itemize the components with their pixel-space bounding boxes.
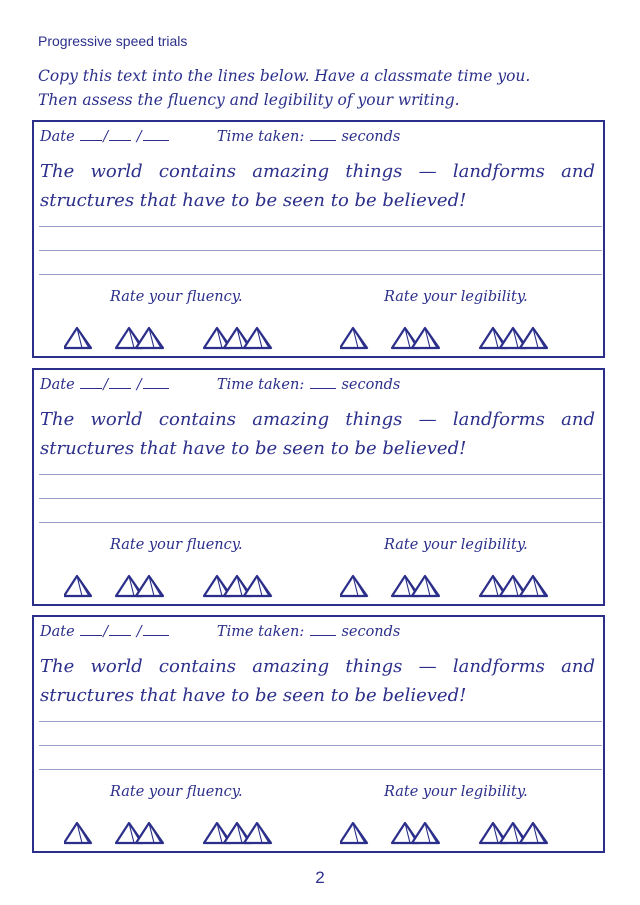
rate-legibility-label: Rate your legibility. [384, 289, 528, 305]
rating-option-3[interactable] [480, 328, 547, 348]
model-text: The world contains amazing things — landforms and structures that have to be seen to be believed! [40, 161, 595, 211]
rating-option-2[interactable] [392, 328, 439, 348]
writing-line[interactable] [39, 274, 602, 275]
rating-peak-icon [136, 328, 163, 348]
date-label: Date [40, 624, 75, 640]
writing-line[interactable] [39, 250, 602, 251]
fluency-rating [64, 817, 304, 849]
rating-peak-icon [244, 328, 271, 348]
time-blank[interactable] [310, 128, 336, 141]
rating-peak-icon [244, 576, 271, 596]
seconds-label: seconds [341, 129, 401, 145]
seconds-label: seconds [341, 377, 401, 393]
rating-peak-icon [244, 823, 271, 843]
writing-line[interactable] [39, 498, 602, 499]
rating-option-2[interactable] [116, 576, 163, 596]
date-year-blank[interactable] [143, 623, 169, 636]
writing-line[interactable] [39, 745, 602, 746]
rating-peak-icon [412, 328, 439, 348]
speed-trial-box [32, 368, 605, 606]
rate-legibility-label: Rate your legibility. [384, 784, 528, 800]
writing-line[interactable] [39, 474, 602, 475]
date-month-blank[interactable] [109, 623, 131, 636]
rating-option-1[interactable] [340, 576, 367, 596]
rating-option-3[interactable] [480, 823, 547, 843]
date-separator: / [103, 377, 109, 393]
rating-peak-icon [520, 576, 547, 596]
seconds-label: seconds [341, 624, 401, 640]
rating-option-2[interactable] [116, 823, 163, 843]
date-month-blank[interactable] [109, 128, 131, 141]
model-text: The world contains amazing things — landforms and structures that have to be seen to be believed! [40, 656, 595, 706]
instruction-line: Then assess the fluency and legibility of your writing. [38, 91, 460, 109]
legibility-rating [340, 322, 580, 354]
rating-option-1[interactable] [64, 823, 91, 843]
date-separator: / [136, 624, 142, 640]
rating-peak-icon [64, 823, 91, 843]
rating-peak-icon [136, 576, 163, 596]
page-number: 2 [315, 868, 325, 887]
date-label: Date [40, 129, 75, 145]
date-year-blank[interactable] [143, 376, 169, 389]
rating-peak-icon [340, 823, 367, 843]
rating-option-3[interactable] [204, 328, 271, 348]
rate-fluency-label: Rate your fluency. [110, 537, 243, 553]
trial-header [40, 623, 400, 640]
writing-line[interactable] [39, 769, 602, 770]
legibility-rating [340, 817, 580, 849]
rating-peak-icon [520, 328, 547, 348]
time-label: Time taken: [216, 377, 305, 393]
rating-peak-icon [136, 823, 163, 843]
time-blank[interactable] [310, 623, 336, 636]
rating-option-3[interactable] [204, 576, 271, 596]
rating-peak-icon [64, 328, 91, 348]
rating-option-2[interactable] [392, 823, 439, 843]
rating-option-3[interactable] [480, 576, 547, 596]
rating-peak-icon [340, 576, 367, 596]
rating-peak-icon [412, 576, 439, 596]
date-separator: / [136, 129, 142, 145]
rating-peak-icon [64, 576, 91, 596]
date-day-blank[interactable] [80, 128, 102, 141]
rating-peak-icon [412, 823, 439, 843]
rating-peak-icon [340, 328, 367, 348]
time-label: Time taken: [216, 624, 305, 640]
rating-peak-icon [520, 823, 547, 843]
rating-option-1[interactable] [340, 328, 367, 348]
trial-header [40, 376, 400, 393]
writing-line[interactable] [39, 522, 602, 523]
date-day-blank[interactable] [80, 376, 102, 389]
date-month-blank[interactable] [109, 376, 131, 389]
rating-option-2[interactable] [392, 576, 439, 596]
date-day-blank[interactable] [80, 623, 102, 636]
rate-fluency-label: Rate your fluency. [110, 784, 243, 800]
date-separator: / [136, 377, 142, 393]
legibility-rating [340, 570, 580, 602]
date-separator: / [103, 129, 109, 145]
writing-line[interactable] [39, 226, 602, 227]
rating-option-1[interactable] [64, 576, 91, 596]
date-label: Date [40, 377, 75, 393]
page-heading: Progressive speed trials [38, 33, 188, 49]
speed-trial-box [32, 615, 605, 853]
rating-option-1[interactable] [64, 328, 91, 348]
rate-fluency-label: Rate your fluency. [110, 289, 243, 305]
model-text: The world contains amazing things — landforms and structures that have to be seen to be believed! [40, 409, 595, 459]
rating-option-3[interactable] [204, 823, 271, 843]
fluency-rating [64, 570, 304, 602]
fluency-rating [64, 322, 304, 354]
writing-line[interactable] [39, 721, 602, 722]
rating-option-1[interactable] [340, 823, 367, 843]
instruction-line: Copy this text into the lines below. Have a classmate time you. [38, 67, 531, 85]
instructions [38, 64, 530, 112]
trial-header [40, 128, 400, 145]
time-label: Time taken: [216, 129, 305, 145]
date-year-blank[interactable] [143, 128, 169, 141]
time-blank[interactable] [310, 376, 336, 389]
speed-trial-box [32, 120, 605, 358]
rating-option-2[interactable] [116, 328, 163, 348]
rate-legibility-label: Rate your legibility. [384, 537, 528, 553]
date-separator: / [103, 624, 109, 640]
